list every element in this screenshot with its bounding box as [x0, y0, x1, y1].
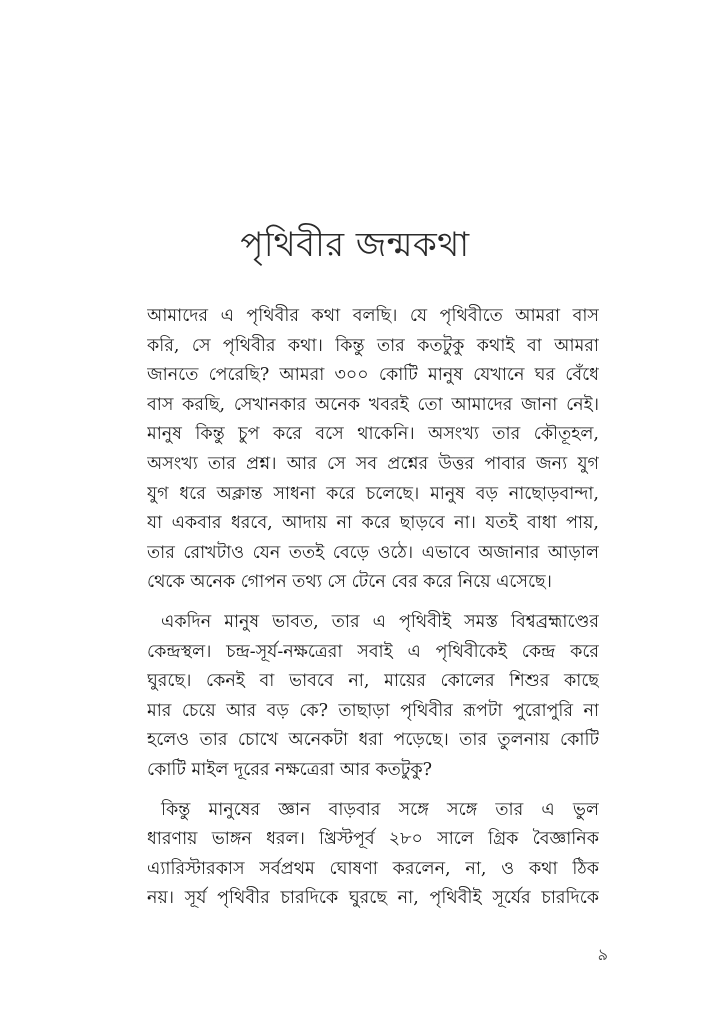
text-line: করি, সে পৃথিবীর কথা। কিন্তু তার কতটুকু কথাই বা আমরা — [147, 335, 599, 356]
text-line: নয়। সূর্য পৃথিবীর চারদিকে ঘুরছে না, পৃথিবীই সূর্যের চারদিকে — [147, 888, 599, 909]
chapter-title: পৃথিবীর জন্মকথা — [240, 225, 470, 265]
text-line: অসংখ্য তার প্রশ্ন। আর সে সব প্রশ্নের উত্তর পাবার জন্য যুগ — [147, 453, 599, 474]
text-line: কিন্তু মানুষের জ্ঞান বাড়বার সঙ্গে সঙ্গে তার এ ভুল — [161, 799, 599, 820]
text-line: এ্যারিস্টারকাস সর্বপ্রথম ঘোষণা করলেন, না, ও কথা ঠিক — [147, 858, 599, 879]
text-line: আমাদের এ পৃথিবীর কথা বলছি। যে পৃথিবীতে আমরা বাস — [147, 306, 599, 326]
text-line: ঘুরছে। কেনই বা ভাববে না, মায়ের কোলের শিশুর কাছে — [147, 671, 599, 692]
page-number: ৯ — [597, 945, 608, 964]
text-line: মানুষ কিন্তু চুপ করে বসে থাকেনি। অসংখ্য তার কৌতূহল, — [147, 424, 599, 445]
text-line: ধারণায় ভাঙ্গন ধরল। খ্রিস্টপূর্ব ২৮০ সালে গ্রিক বৈজ্ঞানিক — [147, 829, 599, 850]
text-line: বাস করছি, সেখানকার অনেক খবরই তো আমাদের জানা নেই। — [147, 394, 599, 415]
text-line: কেন্দ্রস্থল। চন্দ্র-সূর্য-নক্ষত্রেরা সবাই এ পৃথিবীকেই কেন্দ্র করে — [147, 641, 599, 662]
body-text — [147, 302, 599, 924]
text-line: থেকে অনেক গোপন তথ্য সে টেনে বের করে নিয়ে এসেছে। — [147, 572, 552, 593]
text-line: হলেও তার চোখে অনেকটা ধরা পড়েছে। তার তুলনায় কোটি — [147, 730, 599, 751]
text-line: একদিন মানুষ ভাবত, তার এ পৃথিবীই সমস্ত বিশ্বব্রহ্মাণ্ডের — [161, 611, 599, 632]
text-line: তার রোখটাও যেন ততই বেড়ে ওঠে। এভাবে অজানার আড়াল — [147, 542, 599, 563]
paragraph — [147, 302, 599, 598]
text-line: যা একবার ধরবে, আদায় না করে ছাড়বে না। যতই বাধা পায়, — [147, 513, 599, 534]
text-line: মার চেয়ে আর বড় কে? তাছাড়া পৃথিবীর রূপটা পুরোপুরি না — [147, 700, 599, 721]
paragraph — [147, 796, 599, 914]
paragraph — [147, 608, 599, 786]
text-line: জানতে পেরেছি? আমরা ৩০০ কোটি মানুষ যেখানে ঘর বেঁধে — [147, 365, 599, 386]
text-line: কোটি মাইল দূরের নক্ষত্রেরা আর কতটুকু? — [147, 759, 432, 780]
text-line: যুগ ধরে অক্লান্ত সাধনা করে চলেছে। মানুষ বড় নাছোড়বান্দা, — [147, 483, 599, 504]
